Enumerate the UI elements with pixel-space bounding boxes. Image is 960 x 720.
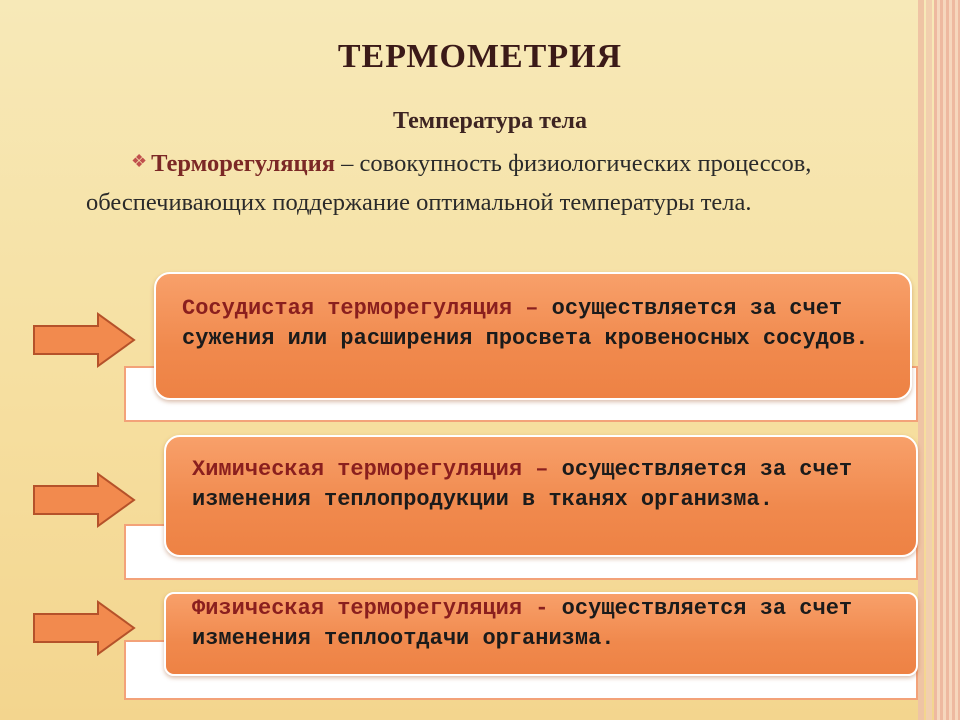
slide-title: ТЕРМОМЕТРИЯ [337, 38, 623, 75]
card-lead: Химическая терморегуляция – [192, 457, 549, 482]
intro-text: – совокупность физиологических процессов, обеспечивающих поддержание оптимальной температуры тела. [86, 150, 812, 216]
card-text: осуществляется за счет изменения теплопродукции в тканях организма. [192, 457, 853, 512]
card-chemical [164, 435, 918, 557]
diamond-bullet-icon: ❖ [131, 151, 148, 171]
card-lead: Физическая терморегуляция - [192, 596, 549, 621]
card-text: осуществляется за счет сужения или расширения просвета кровеносных сосудов. [182, 296, 869, 351]
card-lead: Сосудистая терморегуляция – [182, 296, 539, 321]
arrow-right-icon [32, 312, 136, 368]
card-text: осуществляется за счет изменения теплоотдачи организма. [192, 596, 853, 651]
slide-subtitle: Температура тела [392, 108, 588, 134]
arrow-right-icon [32, 472, 136, 528]
intro-paragraph [86, 145, 876, 221]
intro-term: Терморегуляция [151, 150, 336, 177]
card-vascular [154, 272, 912, 400]
card-physical [164, 592, 918, 676]
arrow-right-icon [32, 600, 136, 656]
